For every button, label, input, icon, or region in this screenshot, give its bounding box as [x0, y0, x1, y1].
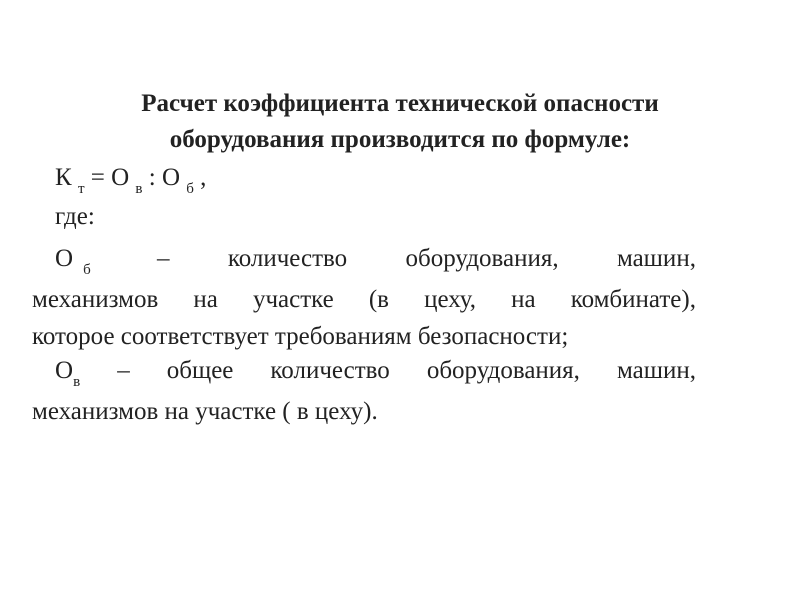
title-line-2: оборудования производится по формуле: [169, 126, 631, 153]
word: на [193, 286, 218, 313]
formula [32, 160, 719, 199]
definition-ob-symbol: О $_б$ [55, 245, 91, 278]
formula-o-subscript-b: б [186, 181, 194, 197]
definition-ov-line-2 [32, 393, 696, 430]
slide-title [40, 86, 760, 158]
definition-ov [32, 352, 696, 430]
word: количество [227, 245, 348, 272]
formula-k: К [55, 164, 72, 191]
where-label: где: [55, 203, 95, 230]
definition-ob-line-2 [32, 281, 696, 318]
word: количество [270, 357, 390, 384]
word: механизмов [32, 286, 159, 313]
definition-ob-symbol-subscript: б [83, 262, 91, 278]
word: – [117, 357, 130, 384]
definition-ov-symbol: $О_в$ [55, 357, 81, 390]
word: машин, [616, 245, 696, 272]
definition-ob-line-3-text: которое соответствует требованиям безопасности; [32, 323, 569, 350]
word: общее [166, 357, 234, 384]
definition-ob [32, 240, 696, 355]
word: машин, [616, 357, 696, 384]
definition-ov-line-2-text: механизмов на участке ( в цеху). [32, 398, 378, 425]
definition-ob-line-1 [32, 240, 696, 281]
word: комбинате), [570, 286, 696, 313]
word: (в [368, 286, 389, 313]
formula-k-subscript: т [77, 181, 85, 197]
formula-tail: , [200, 164, 207, 191]
formula-colon-o: : О [148, 164, 180, 191]
word: – [157, 245, 170, 272]
word: оборудования, [405, 245, 559, 272]
word: участке [252, 286, 334, 313]
word: оборудования, [426, 357, 580, 384]
formula-o-subscript-v: в [135, 181, 143, 197]
definition-ob-line-3 [32, 318, 696, 355]
definition-ov-symbol-subscript: в [73, 374, 81, 390]
title-line-1: Расчет коэффициента технической опасности [141, 90, 659, 117]
word: на [511, 286, 536, 313]
word: цеху, [424, 286, 477, 313]
definition-ov-line-1 [32, 352, 696, 393]
formula-equals-o: = О [90, 164, 130, 191]
